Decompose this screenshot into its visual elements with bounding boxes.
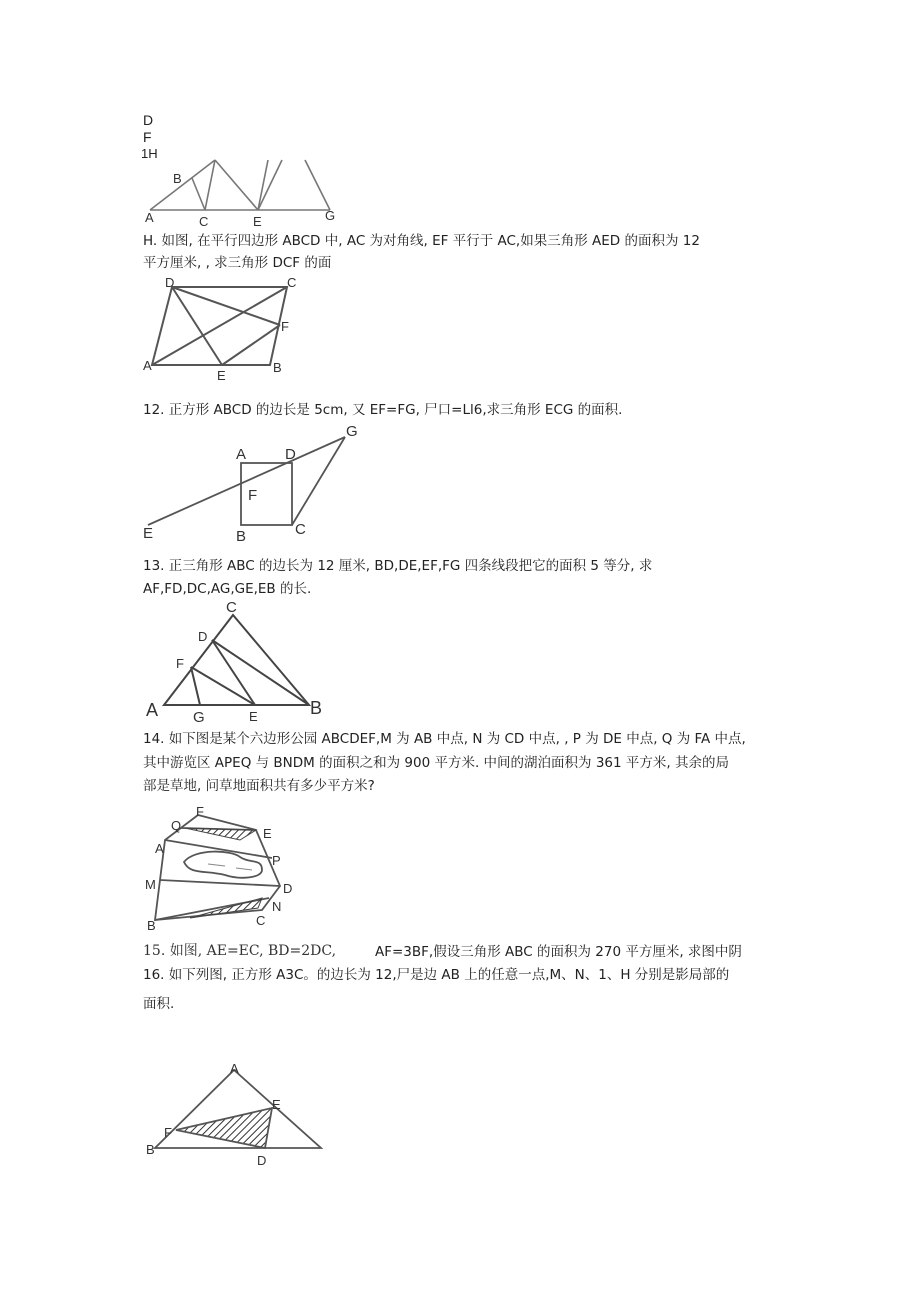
fig1-label-a: A: [145, 210, 154, 225]
q13-label-d: D: [198, 629, 208, 644]
q12-label-f: F: [248, 487, 258, 504]
q16-label-e: E: [272, 1097, 281, 1112]
q14-label-q: Q: [171, 818, 182, 833]
q12-label-b: B: [236, 528, 247, 545]
q12-label-a: A: [236, 446, 247, 463]
q14-label-m: M: [145, 877, 156, 892]
q11-text-line1: H. 如图, 在平行四边形 ABCD 中, AC 为对角线, EF 平行于 AC,如果三角形 AED 的面积为 12: [143, 233, 700, 249]
fig1-label-e: E: [253, 214, 262, 229]
q13-label-b: B: [310, 698, 323, 718]
q13-label-a: A: [146, 700, 159, 720]
fig1-label-h: 1H: [141, 146, 158, 161]
fig1-label-d: D: [143, 112, 154, 128]
q16-label-b: B: [146, 1142, 155, 1157]
fig1-label-c: C: [199, 214, 209, 229]
fig1-label-f: F: [143, 129, 152, 145]
q11-label-e: E: [217, 368, 226, 383]
q12-label-c: C: [295, 521, 306, 538]
q14-label-n: N: [272, 899, 282, 914]
q14-text-line3: 部是草地, 问草地面积共有多少平方米?: [143, 778, 375, 794]
q11-label-b: B: [273, 360, 282, 375]
fig1-label-g: G: [325, 208, 336, 223]
q12-label-d: D: [285, 446, 296, 463]
q14-text-line1: 14. 如下图是某个六边形公园 ABCDEF,M 为 AB 中点, N 为 CD 中点, , P 为 DE 中点, Q 为 FA 中点,: [143, 731, 746, 747]
q12-label-g: G: [346, 423, 358, 440]
q14-label-e: E: [263, 826, 272, 841]
q13-text-line2: AF,FD,DC,AG,GE,EB 的长.: [143, 581, 312, 597]
q11-label-a: A: [143, 358, 152, 373]
q14-label-p: P: [272, 853, 281, 868]
q12-label-e: E: [143, 525, 154, 542]
q13-label-f: F: [176, 656, 184, 671]
q14-label-b: B: [147, 918, 156, 933]
q13-label-g: G: [193, 709, 205, 726]
q14-label-f: F: [196, 804, 204, 819]
q11-label-f: F: [281, 319, 289, 334]
q16-label-f: F: [164, 1125, 172, 1140]
q12-text-line1: 12. 正方形 ABCD 的边长是 5cm, 又 EF=FG, 尸口=Ll6,求三角形 ECG 的面积.: [143, 402, 623, 418]
q14-label-d: D: [283, 881, 293, 896]
q13-text-line1: 13. 正三角形 ABC 的边长为 12 厘米, BD,DE,EF,FG 四条线段把它的面积 5 等分, 求: [143, 558, 653, 574]
q13-label-e: E: [249, 709, 258, 724]
q13-label-c: C: [226, 599, 237, 616]
q15-text-rest: AF=3BF,假设三角形 ABC 的面积为 270 平方厘米, 求图中阴: [375, 944, 742, 960]
q14-label-c: C: [256, 913, 266, 928]
q11-label-c: C: [287, 275, 297, 290]
q14-text-line2: 其中游览区 APEQ 与 BNDM 的面积之和为 900 平方米. 中间的湖泊面积为 361 平方米, 其余的局: [143, 755, 729, 771]
q11-text-line2: 平方厘米, , 求三角形 DCF 的面: [143, 255, 332, 271]
q16-label-d: D: [257, 1153, 267, 1168]
fig1-label-b: B: [173, 171, 182, 186]
q16-text-line1: 16. 如下列图, 正方形 A3C。的边长为 12,尸是边 AB 上的任意一点,M、N、1、H 分别是影局部的: [143, 967, 730, 983]
q15-text-prefix: 15. 如图, AE=EC, BD=2DC,: [143, 943, 337, 959]
q14-label-a: A: [155, 841, 164, 856]
q16-text-line2: 面积.: [143, 996, 175, 1012]
q16-label-a: A: [230, 1061, 239, 1076]
q11-label-d: D: [165, 275, 175, 290]
